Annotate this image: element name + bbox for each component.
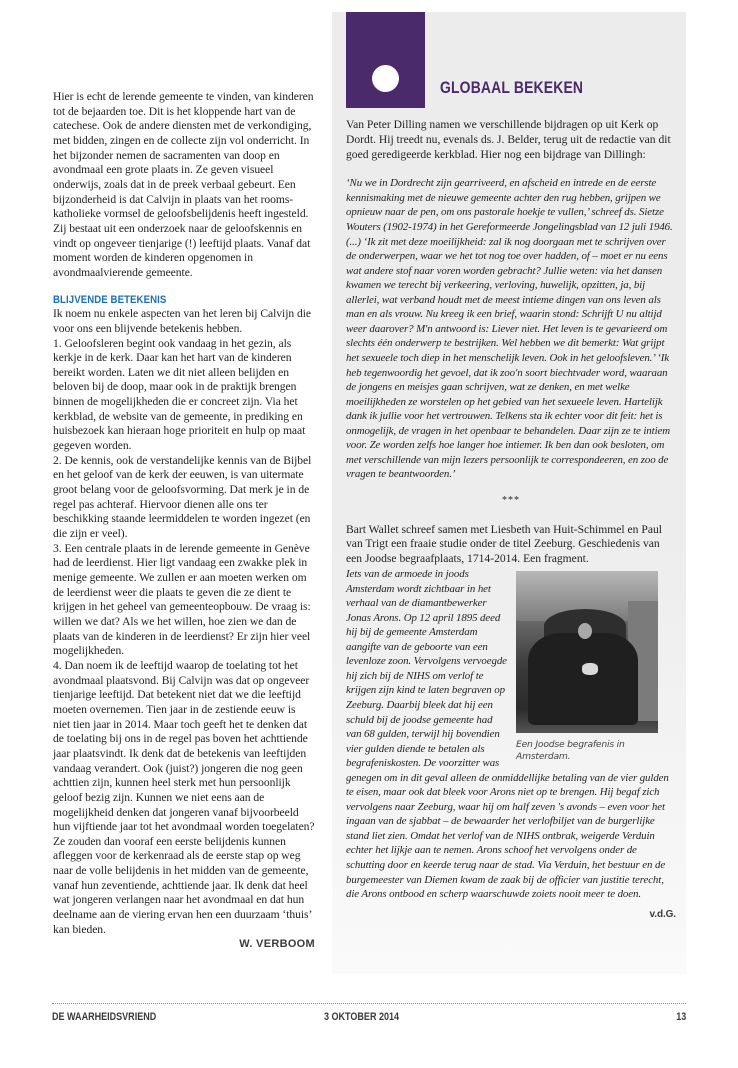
footer-divider — [52, 1003, 686, 1004]
circle-icon — [372, 65, 399, 92]
list-item-point-4: 4. Dan noem ik de leeftijd waarop de toelating tot het avondmaal plaatsvond. Bij Calvijn was dat op ongeveer tienjarige leeftijd. Dat betekent niet dat we die leeftijd moeten overnemen. Tien jaar in de zestiende eeuw is niet tien jaar in 2014. Maar toch geeft het te denken dat de toelating bij ons in de regel pas boven het achttiende jaar plaatsvindt. Ik denk dat de betekenis van leeftijden vandaag verandert. Ook (juist?) jongeren die nog geen achttien zijn, kunnen heel sterk met hun persoonlijk geloof bezig zijn. Kunnen we niet eens aan de mogelijkheid denken dat jongeren vanaf bijvoorbeeld hun vijftiende jaar tot het avondmaal worden toegelaten? Ze zouden dan vooraf een eerste belijdenis kunnen afleggen voor de kerkenraad als de eerste stap op weg naar de volle belijdenis in het midden van de gemeente, vanaf hun zeventiende, achttiende jaar. Ik denk dat heel wat jongeren verlangen naar het avondmaal en dat hun deelname aan de viering ervan hen een duurzaam ‘thuis’ kan bieden. — [53, 658, 315, 936]
fragment-text: Iets van de armoede in joods Amsterdam wordt zichtbaar in het verhaal van de diamantbewerker Jonas Arons. Op 12 april 1895 deed hij bij de gemeente Amsterdam aangifte van de geboorte van een levenloze zoon. Vervolgens vervoegde hij zich bij de NIHS om verlof te krijgen zijn kind te laten begraven op Zeeburg. Daarbij bleek dat hij een schuld bij de joodse gemeente had van 68 gulden, terwijl hij bovendien vier gulden diende te betalen als begrafeniskosten. De voorzitter was genegen om in dit geval alleen de onmiddellijke betaling van de vier gulden te eisen, maar ook dat bleek voor Arons niet op te brengen. Hij begaf zich vervolgens naar Zeeburg, waar hij om half zeven 's avonds – even voor het ingaan van de sjabbat – de bewaarder het verlofbiljet van de burgerlijke stand liet zien. Omdat het verlof van de NIHS ontbrak, weigerde Verduin echter het lijkje aan te nemen. Arons schoof het vervolgens onder de schutting door en keerde terug naar de stad. Via Verduin, het bestuur en de burgemeester van Diemen kwam de zaak bij de officier van justitie terecht, die Arons ontbood en scherp waarschuwde zoiets nooit meer te doen. — [346, 568, 669, 901]
section-logo-block — [346, 12, 425, 108]
article-paragraph: Hier is echt de lerende gemeente te vinden, van kinderen tot de bejaarden toe. Dit is het kloppende hart van de catechese. Ook de andere diensten met de verkondiging, met bidden, zingen en de collecte zijn vol onderricht. In het bijzonder nemen de sacramenten van doop en avondmaal een grote plaats in. Ze geven visueel onderwijs, zoals dat in de preek verbaal gebeurt. Een bijzonderheid is dat Calvijn in plaats van het rooms-katholieke vormsel de geloofsbelijdenis heeft ingesteld. Zij bestaat uit een onderzoek naar de geloofskennis en vindt op ongeveer tienjarige (!) leeftijd plaats. Vanaf dat moment worden de kinderen opgenomen in avondmaalvierende gemeente. — [53, 90, 314, 279]
article-column — [53, 90, 315, 952]
page-footer — [52, 1011, 686, 1027]
book-fragment — [346, 567, 676, 922]
crowd-shape — [528, 633, 638, 725]
article-intro: Ik noem nu enkele aspecten van het leren bij Calvijn die voor ons een blijvende betekenis hebben. — [53, 307, 311, 335]
sidebar-intro-2: Bart Wallet schreef samen met Liesbeth van Huit-Schimmel en Paul van Trigt een fraaie studie onder de titel Zeeburg. Geschiedenis van een Joodse begraafplaats, 1714-2014. Een fragment. — [346, 522, 662, 566]
editor-initials: v.d.G. — [649, 908, 676, 920]
sidebar-panel — [332, 12, 686, 974]
sidebar-intro: Van Peter Dilling namen we verschillende bijdragen op uit Kerk op Dordt. Hij treedt nu, evenals ds. J. Belder, terug uit de redactie van dit goed geredigeerde kerkblad. Hier nog een bijdrage van Dillingh: — [346, 118, 671, 161]
section-heading: BLIJVENDE BETEKENIS — [53, 293, 167, 306]
publication-name: DE WAARHEIDSVRIEND — [52, 1011, 157, 1023]
photo-figure — [516, 571, 676, 763]
list-item-point-2: 2. De kennis, ook de verstandelijke kennis van de Bijbel en het geloof van de kerk der eeuwen, is van uitermate groot belang voor de geloofsvorming. Dat merk je in de regel pas achteraf. Hiervoor dienen alle ons ter beschikking staande leermiddelen te worden ingezet (en die zijn er veel). — [53, 453, 312, 541]
sidebar-body — [346, 118, 676, 922]
page-number: 13 — [675, 1011, 686, 1023]
separator-stars: *** — [502, 494, 520, 506]
list-item-point-1: 1. Geloofsleren begint ook vandaag in het gezin, als kerkje in de kerk. Daar kan het hart van de kinderen bereikt worden. Laten we dit niet alleen belijden en beloven bij de doop, maar ook in de praktijk brengen binnen de mogelijkheden die er concreet zijn. Via het kerkblad, de website van de gemeente, in prediking en huisbezoek kan hieraan hoge prioriteit en hulp op maat gegeven worden. — [53, 336, 306, 453]
funeral-photo — [516, 571, 658, 733]
photo-caption: Een Joodse begrafenis in Amsterdam. — [516, 739, 625, 763]
author-signature: W. VERBOOM — [239, 938, 315, 951]
list-item-point-3: 3. Een centrale plaats in de lerende gemeente in Genève had de leerdienst. Hier ligt vandaag een zwakke plek in menige gemeente. We zullen er aan moeten werken om de leerdienst weer die plaats te geven die ze dient te krijgen in het geheel van gemeenteopbouw. De vraag is: willen we dat? Als we het willen, hoe zien we dan de plaats van de kinderen in de leerdienst? Er zijn hier veel mogelijkheden. — [53, 541, 311, 658]
issue-date: 3 OKTOBER 2014 — [324, 1011, 400, 1023]
sidebar-quote: ‘Nu we in Dordrecht zijn gearriveerd, en afscheid en intrede en de eerste kennismaking met de nieuwe gemeente achter den rug hebben, grijpen we opnieuw naar de pen, om ons pastorale hoekje te vullen,’ schreef ds. Sietze Wouters (1902-1974) in het Gereformeerde Jongelingsblad van 12 juli 1946. (...) ‘Ik zit met deze moeilijkheid: zal ik nog doorgaan met te schrijven over de onderwerpen, waar we het tot nog toe over hadden, of – moet er nu eens wat andere stof naar voren worden gebracht? Jullie weten: via het dansen kwamen we terecht bij verkeering, verloving, huwelijk, opzitten, ja, bij allerlei, wat verband houdt met de meest intieme dingen van ons leven als man en als vrouw. Nu kreeg ik een brief, waarin stond: Schrijft U nu altijd weer daarover? M'n antwoord is: Liever niet. Het leven is te gevarieerd om slechts één onderwerp te bestrijken. Wel hebben we dit bemerkt: Wat grijpt het sexueele toch diep in het menschelijk leven. Ook in het geloofsleven.’ ‘Ik heb tegenwoordig het gevoel, dat ik zoo'n soort biechtvader word, waaraan de jongens en meisjes gaan schrijven, wat ze denken, en met welke moeilijkheden ze worstelen op het gebied van het sexueele leven. Hartelijk dank ik jullie voor het vertrouwen. Telkens sta ik echter voor dit feit: het is onmogelijk, de vragen in het openbaar te behandelen. Daar zijn ze te intiem voor. Ze worden zelfs hoe langer hoe intiemer. Ik ben dan ook besloten, om met verschillende van mijn lezers persoonlijk te correspondeeren, en zoo de vragen te beantwoorden.’ — [346, 177, 673, 481]
sidebar-title: GLOBAAL BEKEKEN — [440, 78, 584, 97]
